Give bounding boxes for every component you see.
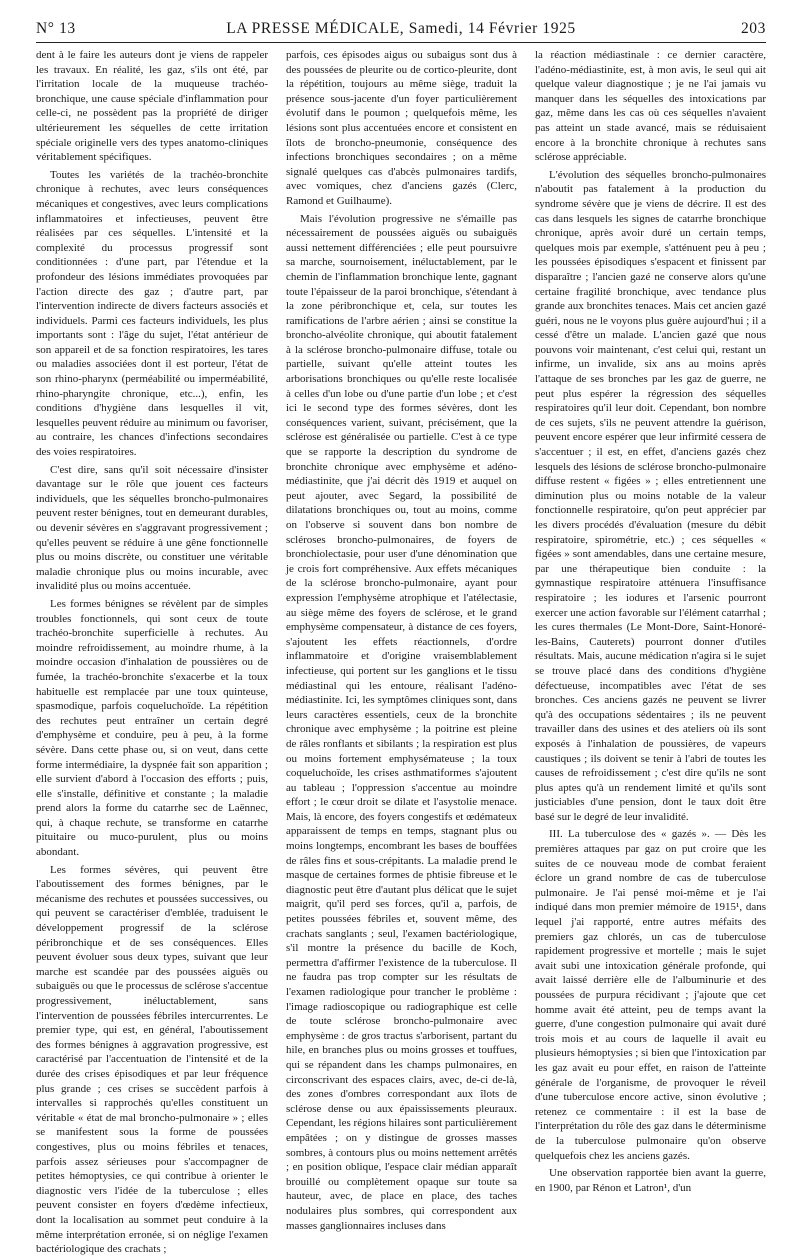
column-left	[36, 48, 268, 1256]
page-number: 203	[740, 20, 766, 37]
issue-number: N° 13	[36, 20, 76, 37]
paragraph: dent à le faire les auteurs dont je viens de rappeler les travaux. En réalité, les gaz, s'ils ont été, par l'irritation locale de la muqueuse trachéo-bronchique, une cause spéciale d'inflammation pour celle-ci, ne possèdent pas la propriété de diriger ultérieurement les séquelles de cette irritation spéciale originelle vers des types anatomo-cliniques véritablement spécifiques.	[36, 49, 268, 164]
paragraph: parfois, ces épisodes aigus ou subaigus sont dus à des poussées de pleurite ou de cortico-pleurite, dont la répétition, toujours au même siège, traduit la présence sous-jacente d'un foyer particulièrement évolutif dans le poumon ; quelquefois même, les lésions sont plus accentuées encore et consistent en îlots de broncho-pneumonie, conséquence des infections bronchiques secondaires ; on a même signalé quelques cas d'abcès pulmonaires tardifs, avec vomiques, chez d'anciens gazés (Clerc, Ramond et Guilhaume).	[286, 49, 517, 207]
section-heading-paragraph: III. La tuberculose des « gazés ». — Dès les premières attaques par gaz on put croire que les suites de ce nouveau mode de combat feraient éclore un grand nombre de cas de tuberculose pulmonaire. Je l'ai pensé moi-même et je l'ai indiqué dans mon premier mémoire de 1915¹, dans lequel j'ai rapporté, entre autres méfaits des premiers gaz chlorés, un cas de tuberculose rapidement progressive et mortelle ; mais le sujet avait subi une intoxication générale profonde, qui avait laissé derrière elle de l'albuminurie et des poussées de purpura récidivant ; j'ajoute que cet homme avait été atteint, peu de temps avant la guerre, d'une congestion pulmonaire qui avait duré trois mois et au cours de laquelle il avait eu plusieurs hémoptysies ; si bien que l'intoxication par les gaz avait eu pour effet, en raison de l'atteinte générale de l'organisme, de provoquer le réveil d'une tuberculose encore active, sinon évolutive ; retenez ce commentaire : il est la base de l'interprétation du rôle des gaz dans le déterminisme de la tuberculose pulmonaire qu'on observe quelquefois chez les anciens gazés.	[535, 828, 766, 1162]
paragraph: Les formes sévères, qui peuvent être l'aboutissement des formes bénignes, par le mécanisme des rechutes et poussées successives, ou qui peuvent se caractériser d'emblée, traduisent le développement progressif de la sclérose péribronchique et de ses conséquences. Elles peuvent évoluer sous deux types, suivant que leur marche est scandée par des poussées aiguës ou subaiguës ou que le processus de sclérose s'accentue progressivement, inéluctablement, sans l'intervention de poussées fébriles intercurrentes. Le premier type, qui est, en général, l'aboutissement des formes bénignes à aggravation progressive, est caractérisé par l'accentuation de l'intensité et de la durée des crises épisodiques et par leur fréquence plus grande ; ces crises se succèdent parfois à intervalles si rapprochés qu'elles constituent un véritable « état de mal broncho-pulmonaire » ; elles se manifestent sous la forme de poussées congestives, plus ou moins fébriles et tenaces, parfois assez sérieuses pour s'accompagner de petites hémoptysies, ce qui contribue à orienter le diagnostic vers l'idée de la tuberculose ; elles peuvent consister en foyers d'œdème infectieux, dont la localisation au sommet peut conduire à la même interprétation erronée, si on néglige l'examen bactériologique des crachats ;	[36, 863, 268, 1256]
paragraph: la réaction médiastinale : ce dernier caractère, l'adéno-médiastinite, est, à mon avis, le seul qui ait quelque valeur diagnostique ; je ne l'ai jamais vu manquer dans les séquelles des intoxications par gaz, même dans les cas où ces séquelles n'avaient pas atteint un stade avancé, mais se réduisaient encore à la bronchite chronique à rechutes sans sclérose appréciable.	[535, 49, 766, 164]
column-middle	[286, 48, 517, 1232]
header-rule	[36, 42, 766, 43]
paragraph: C'est dire, sans qu'il soit nécessaire d'insister davantage sur le rôle que jouent ces facteurs individuels, que les séquelles broncho-pulmonaires peuvent rester bénignes, tout en demeurant durables, ou devenir sévères en s'aggravant progressivement ; qu'elles peuvent se réduire à une gêne fonctionnelle plus ou moins discrète, ou constituer une véritable maladie chronique plus ou moins incurable, avec invalidité plus ou moins accentuée.	[36, 463, 268, 593]
page-header	[36, 20, 766, 42]
journal-title: LA PRESSE MÉDICALE, Samedi, 14 Février 1925	[226, 20, 576, 37]
paragraph: Une observation rapportée bien avant la guerre, en 1900, par Rénon et Latron¹, d'un	[535, 1167, 766, 1194]
paragraph: L'évolution des séquelles broncho-pulmonaires n'aboutit pas fatalement à la production du syndrome sévère que je viens de décrire. Il est des cas dans lesquels les signes de catarrhe bronchique chronique, après avoir duré un certain temps, quelques mois par exemple, s'atténuent peu à peu ; les poussées épisodiques s'espacent et finissent par disparaître ; l'ancien gazé ne conserve alors qu'une certaine fragilité bronchique, avec tendance plus grande aux bronchites tenaces. Mais cet ancien gazé guéri, nous ne le voyons plus guère aujourd'hui ; il a cessé d'être un malade. L'ancien gazé que nous pouvons voir maintenant, c'est celui qui, restant un infirme, un invalide, six ans au moins après l'attaque de ses bronches par les gaz de guerre, ne peut plus espérer la régression des séquelles respiratoires qu'il leur doit. Cependant, bon nombre de ces sujets, s'ils ne peuvent attendre la guérison, peuvent encore espérer que leur infirmité cessera de s'accentuer ; il est, en effet, d'anciens gazés chez lesquels des lésions de sclérose broncho-pulmonaire diffuse restent « figées » ; elles entretiennent une diminution plus ou moins notable de la valeur fonctionnelle respiratoire, qu'on peut apprécier par les divers procédés d'évaluation (mesure du débit respiratoire, spirométrie, etc.) ; ces séquelles « figées » sont amendables, dans une certaine mesure, par une thérapeutique bien conduite : la gymnastique respiratoire atténuera l'insuffisance respiratoire ; les iodures et l'arsenic pourront exercer une action favorable sur l'élément catarrhal ; les cures thermales (Le Mont-Dore, Saint-Honoré-les-Bains, Cauterets) pourront donner d'utiles résultats. Mais, aucune médication n'agira si le sujet se trouve placé dans des conditions d'hygiène défectueuse, incompatibles avec l'état de ses bronches. Ces anciens gazés ne peuvent se livrer qu'à des occupations sédentaires ; ils ne peuvent travailler dans des usines et des ateliers où ils sont exposés à l'inhalation de poussières, de vapeurs caustiques ; ils doivent se tenir à l'abri de toutes les causes de refroidissement ; c'est dire qu'ils ne sont plus aptes qu'à un rendement limité et qu'ils sont justiciables d'une pension, dont le taux doit être basé sur le degré de leur invalidité.	[535, 168, 766, 823]
paragraph: Mais l'évolution progressive ne s'émaille pas nécessairement de poussées aiguës ou subaiguës aussi nettement différenciées ; elle peut poursuivre sa marche, sournoisement, inéluctablement, par le chemin de l'inflammation bronchique lente, gagnant toute l'épaisseur de la paroi bronchique, s'étendant à la zone péribronchique et, cela, sur toutes les ramifications de l'arbre aérien ; ainsi se constitue la broncho-alvéolite chronique, qui aboutit fatalement à la sclérose broncho-pulmonaire diffuse, totale ou partielle, suivant qu'elle atteint toutes les arborisations bronchiques ou qu'elle reste localisée à celles d'un lobe ou d'une partie d'un lobe ; et c'est ici le second type des formes sévères, dont les conséquences varient, suivant, précisément, que la sclérose est généralisée ou partielle. C'est à ce type que se rapporte la description du syndrome de bronchite chronique avec emphysème et adéno-médiastinite, que j'ai décrit dès 1919 et auquel on peut ajouter, avec Segard, la possibilité de dilatations bronchiques ou, tout au moins, comme on l'observe si souvent dans bon nombre de scléroses broncho-pulmonaires, de foyers de bronchiolectasie, pour user d'une dénomination que je crois fort compréhensive. Aux effets mécaniques de la sclérose broncho-pulmonaire, ayant pour expression l'emphysème atrophique et l'atélectasie, au siège même des foyers de sclérose, et le grand emphysème compensateur, à distance de ces foyers, s'ajoutent les effets réactionnels, d'ordre inflammatoire et d'origine vraisemblablement infectieuse, qui portent sur les ganglions et le tissu médiastinal qui les entoure, réalisant l'adéno-médiastinite. Ici, les symptômes cliniques sont, dans leurs caractères essentiels, ceux de la bronchite chronique avec emphysème ; la poitrine est pleine de râles ronflants et sibilants ; la respiration est plus ou moins fortement emphysémateuse ; la toux coqueluchoïde, les crises asthmatiformes s'ajoutent au tableau ; l'oppression s'accentue au moindre effort ; le cœur droit se dilate et l'asystolie menace. Mais, là encore, des foyers congestifs et œdémateux apparaissent de temps en temps, stagnant plus ou moins longtemps, encombrant les bases de bouffées de râles fins et sous-crépitants. La maladie prend le masque de certaines formes de phtisie fibreuse et le diagnostic peut être d'autant plus délicat que le sujet maigrit, qu'il perd ses forces, qu'il a, parfois, de petites poussées fébriles et, souvent même, des crachats sanglants ; seul, l'examen bactériologique, s'il montre la présence du bacille de Koch, permettra d'affirmer l'existence de la tuberculose. Il ne faudra pas trop compter sur les résultats de l'examen radiologique pour trancher le problème : l'image radioscopique ou radiographique est celle de toute sclérose broncho-pulmonaire avec emphysème : de gros tractus s'arborisent, partant du hile, en branches plus ou moins grosses et touffues, qui se répandent dans les champs pulmonaires, en circonscrivant des espaces clairs, avec, de-ci de-là, des zones d'ombres correspondant aux îlots de sclérose dense ou aux épaississements pleuraux. Cependant, les régions hilaires sont particulièrement empâtées ; on y distingue de grosses masses sombres, à contours plus ou moins nettement arrêtés ; en position oblique, l'espace clair médian apparaît brouillé ou complètement opaque sur toute sa hauteur, avec, de place en place, des taches nodulaires plus sombres, qui correspondent aux masses ganglionnaires incluses dans	[286, 212, 517, 1232]
paragraph: Toutes les variétés de la trachéo-bronchite chronique à rechutes, avec leurs conséquences mécaniques et congestives, avec leurs complications inflammatoires et infectieuses, peuvent être réalisées par ces séquelles. L'intensité et la complexité du processus progressif sont conditionnées : d'une part, par l'étendue et la profondeur des lésions immédiates provoquées par l'action directe des gaz ; d'autre part, par l'intervention indirecte de divers facteurs associés et individuels. Parmi ces facteurs individuels, les plus importants sont : l'âge du sujet, l'état antérieur de son appareil et de sa fonction respiratoires, les tares ou maladies associées dont il est porteur, l'état de son rhino-pharynx (perméabilité ou imperméabilité, rhino-pharyngite chronique, etc...), enfin, les conditions d'hygiène dans lesquelles il vit, lesquelles peuvent réduire au minimum ou favoriser, au contraire, les chances d'infections secondaires des voies respiratoires.	[36, 168, 268, 459]
paragraph: Les formes bénignes se révèlent par de simples troubles fonctionnels, qui sont ceux de toute trachéo-bronchite superficielle à rechutes. Au moindre refroidissement, au moindre rhume, à la moindre occasion d'inhalation de poussières ou de fumée, la trachéo-bronchite s'exacerbe et la toux habituelle est remplacée par une toux quinteuse, spasmodique, parfois coqueluchoïde. La répétition des rechutes peut entraîner un certain degré d'emphysème et conduire, peu à peu, à la forme sévère. Dans cette phase ou, si on veut, dans cette forme intermédiaire, la dyspnée fait son apparition ; elle survient d'abord à l'occasion des efforts ; puis, elle s'installe, définitive et constante ; la maladie prend alors la forme du catarrhe sec de Laënnec, qui, à chaque rechute, se transforme en catarrhe pituitaire ou muco-purulent, plus ou moins abondant.	[36, 597, 268, 859]
column-right	[535, 48, 766, 1194]
